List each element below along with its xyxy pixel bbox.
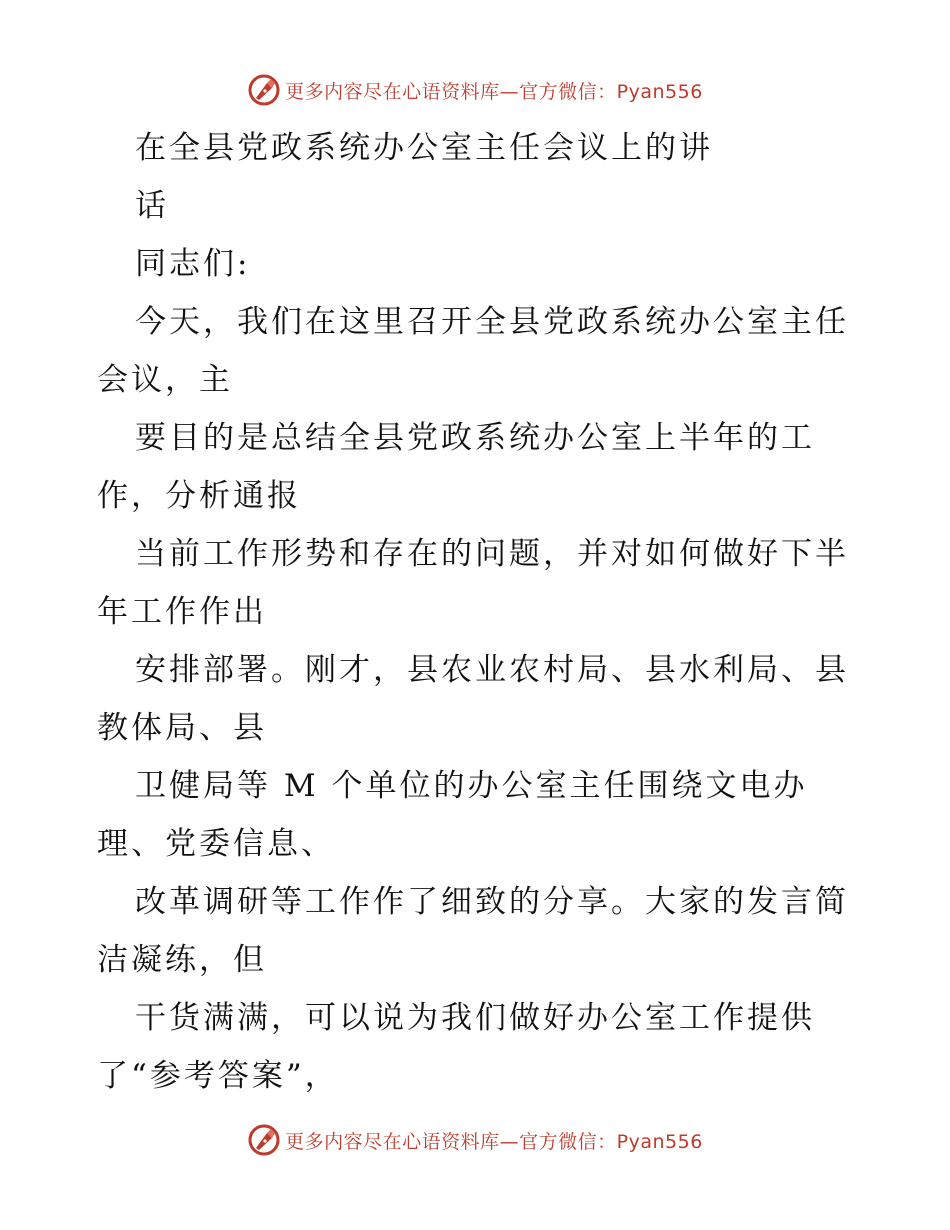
paragraph-line: 改革调研等工作作了细致的分享。大家的发言简 — [135, 884, 849, 920]
paragraph-line: 干货满满，可以说为我们做好办公室工作提供 — [135, 1000, 815, 1036]
paragraph-line: 年工作作出 — [97, 594, 267, 630]
paragraph-line: 要目的是总结全县党政系统办公室上半年的工 — [135, 420, 815, 456]
paragraph-line: 当前工作形势和存在的问题，并对如何做好下半 — [135, 536, 849, 572]
pen-nib-logo-icon — [247, 73, 281, 107]
paragraph-line: 卫健局等 M 个单位的办公室主任围绕文电办 — [135, 768, 808, 804]
document-title-line-1: 在全县党政系统办公室主任会议上的讲 — [135, 130, 713, 166]
header-banner — [0, 70, 950, 110]
document-title-line-2: 话 — [135, 188, 169, 224]
paragraph-line: 会议，主 — [97, 362, 233, 398]
paragraph-line: 今天，我们在这里召开全县党政系统办公室主任 — [135, 304, 849, 340]
paragraph-line: 作，分析通报 — [97, 478, 301, 514]
paragraph-line: 了“参考答案”， — [97, 1058, 339, 1094]
salutation: 同志们: — [135, 246, 251, 282]
paragraph-line: 安排部署。刚才，县农业农村局、县水利局、县 — [135, 652, 849, 688]
footer-banner-text: 更多内容尽在心语资料库—官方微信：Pyan556 — [285, 1130, 703, 1153]
paragraph-line: 洁凝练，但 — [97, 942, 267, 978]
footer-banner — [0, 1120, 950, 1160]
paragraph-line: 理、党委信息、 — [97, 826, 335, 862]
pen-nib-logo-icon — [247, 1123, 281, 1157]
paragraph-line: 教体局、县 — [97, 710, 267, 746]
header-banner-text: 更多内容尽在心语资料库—官方微信：Pyan556 — [285, 80, 703, 103]
